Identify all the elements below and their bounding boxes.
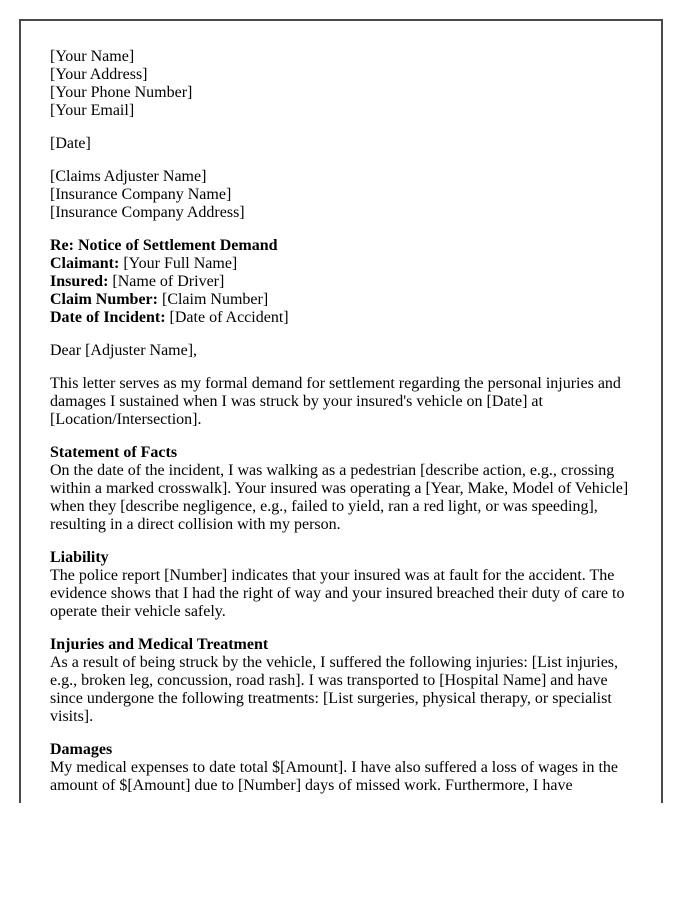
section-body-damages: My medical expenses to date total $[Amount]. I have also suffered a loss of wages in the amount of $[Amount] due to [Number] days of missed work. Furthermore, I have xyxy=(50,759,618,794)
section-body-injuries-medical-treatment: As a result of being struck by the vehicle, I suffered the following injuries: [List injuries, e.g., broken leg, concussion, road rash]. I was transported to [Hospital Name] and have since undergone the following treatments: [List surgeries, physical therapy, or specialist visits]. xyxy=(50,654,619,725)
date-line: [Date] xyxy=(50,135,91,152)
section-heading-liability: Liability xyxy=(50,549,109,566)
sender-address-block xyxy=(50,48,632,120)
claimant-value: [Your Full Name] xyxy=(119,255,238,272)
insured-value: [Name of Driver] xyxy=(108,273,225,290)
claimant-label: Claimant: xyxy=(50,255,120,272)
adjuster-name-line: [Claims Adjuster Name] xyxy=(50,168,207,185)
salutation-block xyxy=(50,342,632,360)
sender-email-line: [Your Email] xyxy=(50,102,135,119)
claimant-line xyxy=(50,255,632,273)
section-heading-damages: Damages xyxy=(50,741,113,758)
section-body-statement-of-facts: On the date of the incident, I was walking as a pedestrian [describe action, e.g., crossing within a marked crosswalk]. Your insured was operating a [Year, Make, Model of Vehicle] when they [describe negligence, e.g., failed to yield, ran a red light, or was speeding], resulting in a direct collision with my person. xyxy=(50,462,629,533)
section-injuries-medical-treatment xyxy=(50,636,632,726)
section-statement-of-facts xyxy=(50,444,632,534)
subject-details-block xyxy=(50,237,632,327)
sender-phone-line: [Your Phone Number] xyxy=(50,84,193,101)
recipient-address-block xyxy=(50,168,632,222)
date-of-incident-label: Date of Incident: xyxy=(50,309,166,326)
sender-address-line: [Your Address] xyxy=(50,66,148,83)
insurance-company-name-line: [Insurance Company Name] xyxy=(50,186,232,203)
date-block xyxy=(50,135,632,153)
sender-name-line: [Your Name] xyxy=(50,48,135,65)
insured-label: Insured: xyxy=(50,273,109,290)
section-liability xyxy=(50,549,632,621)
claim-number-value: [Claim Number] xyxy=(157,291,269,308)
section-heading-injuries-medical-treatment: Injuries and Medical Treatment xyxy=(50,636,269,653)
subject-line: Re: Notice of Settlement Demand xyxy=(50,237,278,254)
date-of-incident-line xyxy=(50,309,632,327)
salutation-line: Dear [Adjuster Name], xyxy=(50,342,198,359)
section-heading-statement-of-facts: Statement of Facts xyxy=(50,444,178,461)
insured-line xyxy=(50,273,632,291)
intro-paragraph: This letter serves as my formal demand for settlement regarding the personal injuries and damages I sustained when I was struck by your insured's vehicle on [Date] at [Location/Intersection]. xyxy=(50,375,621,428)
section-body-liability: The police report [Number] indicates that your insured was at fault for the accident. The evidence shows that I had the right of way and your insured breached their duty of care to operate their vehicle safely. xyxy=(50,567,625,620)
date-of-incident-value: [Date of Accident] xyxy=(165,309,289,326)
claim-number-line xyxy=(50,291,632,309)
insurance-company-address-line: [Insurance Company Address] xyxy=(50,204,245,221)
section-damages xyxy=(50,741,632,795)
letter-container xyxy=(19,19,663,803)
claim-number-label: Claim Number: xyxy=(50,291,158,308)
